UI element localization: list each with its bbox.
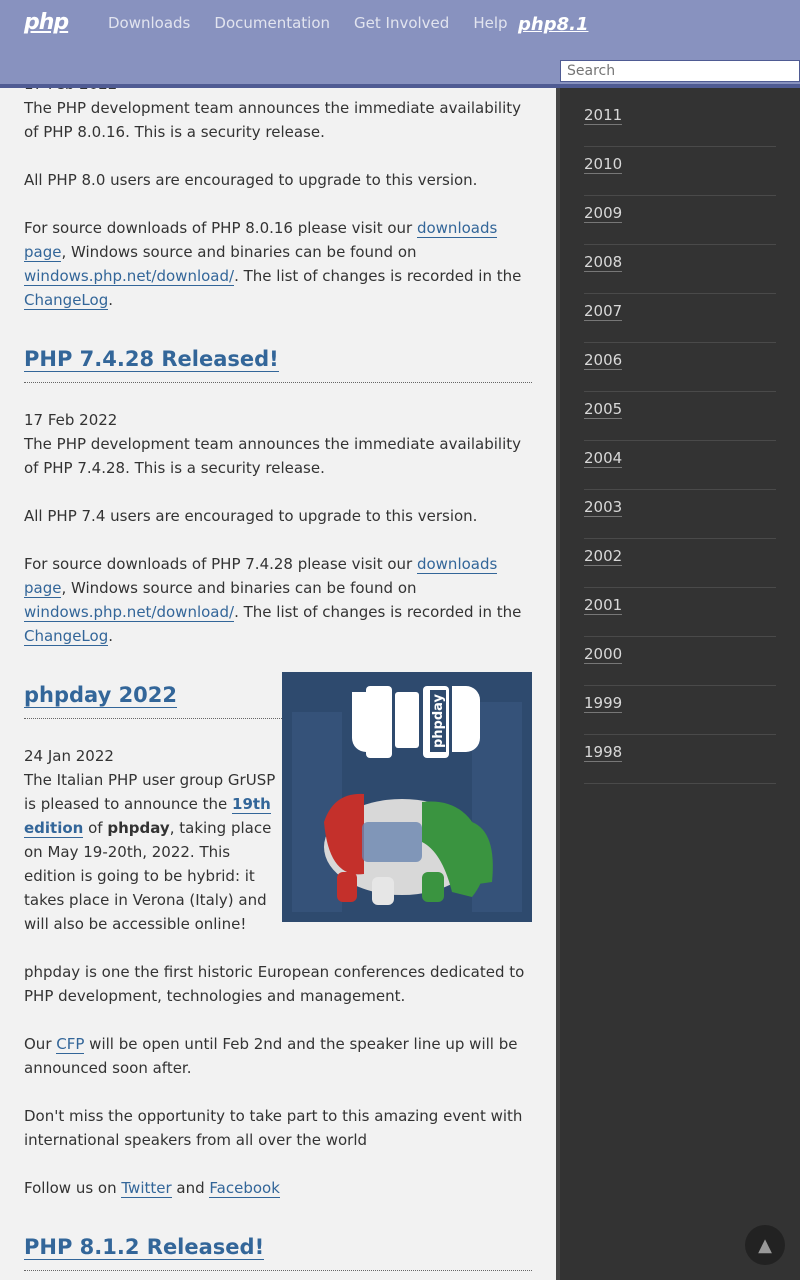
- article-title-text[interactable]: phpday 2022: [24, 683, 178, 707]
- article-divider: [24, 382, 532, 383]
- year-item: [584, 441, 776, 490]
- article-date: 24 Jan 2022: [24, 747, 114, 765]
- text-span: , taking place on May 19-20th, 2022. This edition is going to be hybrid: it takes place in Verona (Italy) and will also be accessible online!: [24, 819, 272, 933]
- nav-help[interactable]: Help: [473, 14, 508, 32]
- text-span: For source downloads of PHP 8.0.16 please visit our: [24, 219, 417, 237]
- text-span: .: [108, 291, 114, 309]
- cfp-link[interactable]: CFP: [56, 1035, 85, 1053]
- nav-get-involved[interactable]: Get Involved: [354, 14, 450, 32]
- 19th-edition-link[interactable]: 19th edition: [24, 795, 271, 837]
- text-span: Our: [24, 1035, 57, 1053]
- year-item: [584, 637, 776, 686]
- year-link[interactable]: 1998: [584, 743, 623, 761]
- chevron-up-icon: ▲: [758, 1234, 772, 1256]
- text-span: The Italian PHP user group GrUSP is pleased to announce the: [24, 771, 276, 813]
- text-span: , Windows source and binaries can be found on: [61, 243, 417, 261]
- year-item: [584, 196, 776, 245]
- article-paragraph: [24, 216, 532, 312]
- year-link[interactable]: 2006: [584, 351, 623, 369]
- windows-download-link[interactable]: windows.php.net/download/: [24, 603, 235, 621]
- year-item: [584, 294, 776, 343]
- twitter-link[interactable]: Twitter: [121, 1179, 172, 1197]
- article-paragraph: [24, 552, 532, 648]
- article-date: 17 Feb 2022: [24, 411, 118, 429]
- site-header: [0, 0, 800, 88]
- nav-documentation[interactable]: Documentation: [214, 14, 331, 32]
- article-title-text[interactable]: PHP 7.4.28 Released!: [24, 347, 279, 371]
- year-link[interactable]: 2004: [584, 449, 623, 467]
- year-item: [584, 588, 776, 637]
- php-logo[interactable]: php: [24, 10, 69, 35]
- main-nav: [108, 14, 532, 32]
- windows-download-link[interactable]: windows.php.net/download/: [24, 267, 235, 285]
- article-divider: [24, 1270, 532, 1271]
- changelog-link[interactable]: ChangeLog: [24, 291, 109, 309]
- changelog-link[interactable]: ChangeLog: [24, 627, 109, 645]
- article-paragraph: phpday is one the first historic European conferences dedicated to PHP development, technologies and management.: [24, 963, 525, 1005]
- phpday-elephant-icon: [282, 672, 532, 922]
- article-paragraph: [24, 1032, 532, 1080]
- text-span: . The list of changes is recorded in the: [234, 603, 522, 621]
- text-span: , Windows source and binaries can be found on: [61, 579, 417, 597]
- text-span: For source downloads of PHP 7.4.28 please visit our: [24, 555, 417, 573]
- text-span: will be open until Feb 2nd and the speaker line up will be announced soon after.: [24, 1035, 518, 1077]
- php-version-logo[interactable]: php8.1: [518, 14, 589, 35]
- year-item: [584, 392, 776, 441]
- year-link[interactable]: 2008: [584, 253, 623, 271]
- article-paragraph: The PHP development team announces the immediate availability of PHP 7.4.28. This is a security release.: [24, 435, 521, 477]
- scroll-to-top-button[interactable]: [745, 1225, 785, 1265]
- nav-downloads[interactable]: Downloads: [108, 14, 191, 32]
- year-link[interactable]: 2003: [584, 498, 623, 516]
- year-link[interactable]: 2002: [584, 547, 623, 565]
- article-paragraph: [24, 768, 282, 936]
- article-paragraph: All PHP 8.0 users are encouraged to upgrade to this version.: [24, 171, 478, 189]
- year-link[interactable]: 2001: [584, 596, 623, 614]
- year-item: [584, 245, 776, 294]
- year-link[interactable]: 2011: [584, 106, 623, 124]
- article-paragraph: Don't miss the opportunity to take part to this amazing event with international speakers from all over the world: [24, 1107, 523, 1149]
- phpday-image-text: phpday: [431, 693, 446, 748]
- year-link[interactable]: 2010: [584, 155, 623, 173]
- article-paragraph: [24, 1176, 532, 1200]
- year-item: [584, 539, 776, 588]
- year-link[interactable]: 2005: [584, 400, 623, 418]
- article-title[interactable]: [24, 345, 279, 373]
- phpday-strong: phpday: [107, 819, 170, 837]
- year-link[interactable]: 1999: [584, 694, 623, 712]
- downloads-page-link[interactable]: downloads page: [24, 555, 498, 597]
- article-paragraph: All PHP 7.4 users are encouraged to upgrade to this version.: [24, 507, 478, 525]
- year-item: [584, 343, 776, 392]
- phpday-image: [282, 672, 532, 922]
- article-title-text[interactable]: PHP 8.1.2 Released!: [24, 1235, 265, 1259]
- year-link[interactable]: 2007: [584, 302, 623, 320]
- text-span: of: [83, 819, 108, 837]
- text-span: . The list of changes is recorded in the: [234, 267, 522, 285]
- year-item: [584, 98, 776, 147]
- year-item: [584, 735, 776, 784]
- text-span: and: [171, 1179, 210, 1197]
- downloads-page-link[interactable]: downloads page: [24, 219, 498, 261]
- article-title[interactable]: [24, 681, 177, 709]
- facebook-link[interactable]: Facebook: [209, 1179, 280, 1197]
- year-item: [584, 490, 776, 539]
- article-paragraph: The PHP development team announces the immediate availability of PHP 8.0.16. This is a security release.: [24, 99, 521, 141]
- article-title[interactable]: [24, 1233, 264, 1261]
- year-item: [584, 686, 776, 735]
- article-divider: [24, 718, 282, 719]
- search-input[interactable]: [560, 60, 800, 82]
- sidebar: [556, 0, 800, 1280]
- text-span: .: [108, 627, 114, 645]
- text-span: Follow us on: [24, 1179, 122, 1197]
- year-link[interactable]: 2009: [584, 204, 623, 222]
- year-link[interactable]: 2000: [584, 645, 623, 663]
- year-archive-list: [584, 98, 776, 784]
- year-item: [584, 147, 776, 196]
